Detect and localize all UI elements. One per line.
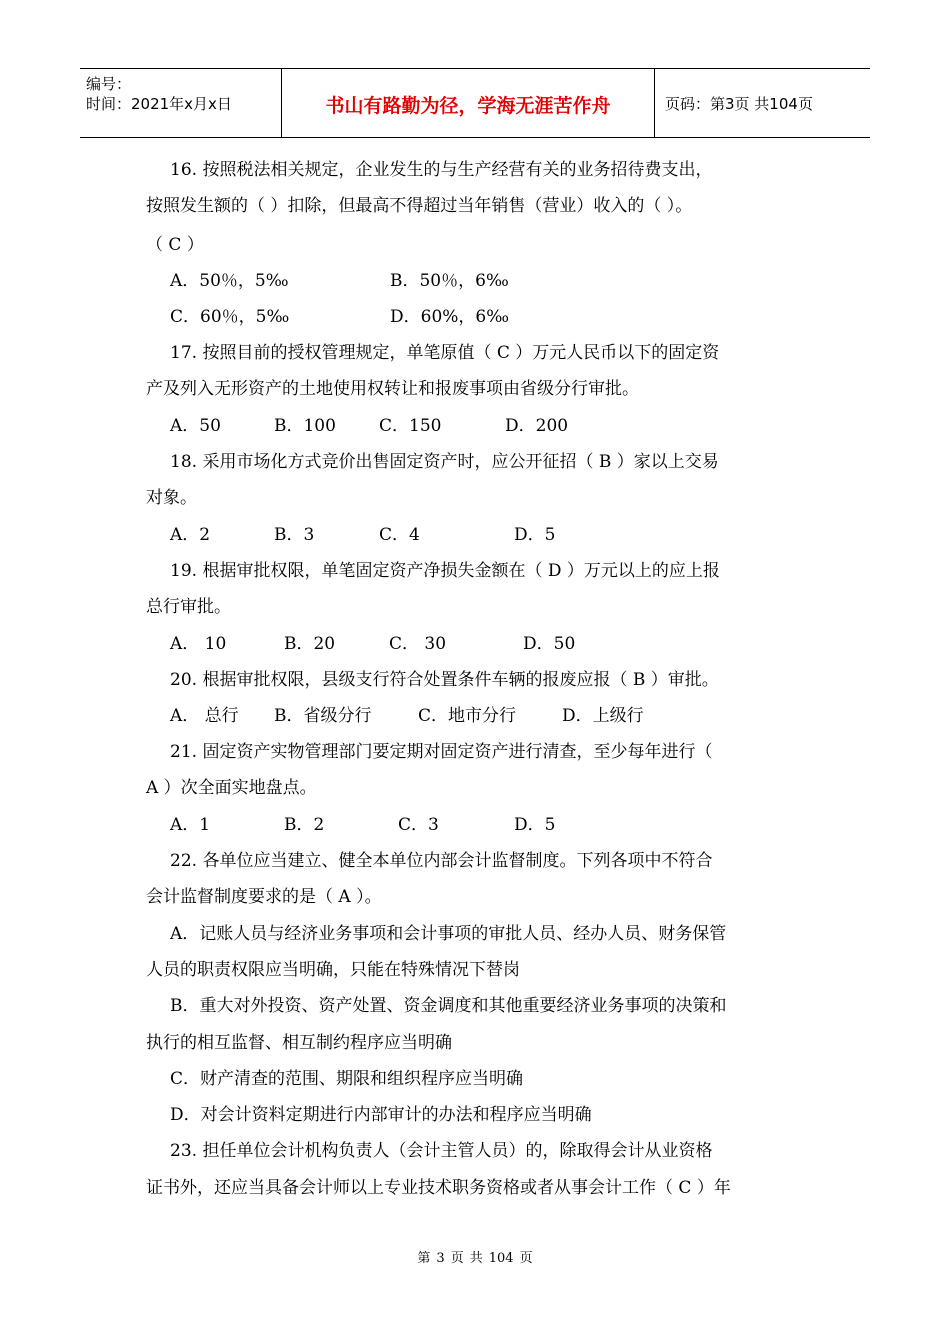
question-19-option-b: B．20 xyxy=(284,634,336,654)
question-21-line-2: A ）次全面实地盘点。 xyxy=(146,778,317,798)
question-21-option-c: C．3 xyxy=(398,815,439,835)
question-20-option-c: C．地市分行 xyxy=(418,706,517,726)
question-16-option-b: B．50％，6‰ xyxy=(390,271,509,291)
question-22-option-d: D．对会计资料定期进行内部审计的办法和程序应当明确 xyxy=(170,1105,592,1125)
question-18-option-b: B．3 xyxy=(274,525,315,545)
footer-total-pages: 104 xyxy=(488,1251,514,1266)
document-number-label: 编号： xyxy=(86,75,132,93)
question-20-line-1: 20. 根据审批权限，县级支行符合处置条件车辆的报废应报（ B ）审批。 xyxy=(170,670,719,690)
question-22-option-b-line-1: B．重大对外投资、资产处置、资金调度和其他重要经济业务事项的决策和 xyxy=(170,996,727,1016)
footer-page-number: 3 xyxy=(436,1251,445,1266)
question-19-option-c: C． 30 xyxy=(389,634,447,654)
question-20-option-d: D．上级行 xyxy=(562,706,644,726)
question-16-option-a: A．50％，5‰ xyxy=(170,271,289,291)
question-18-option-d: D．5 xyxy=(514,525,556,545)
question-22-option-b-line-2: 执行的相互监督、相互制约程序应当明确 xyxy=(146,1033,452,1053)
question-22-option-a-line-1: A．记账人员与经济业务事项和会计事项的审批人员、经办人员、财务保管 xyxy=(170,924,727,944)
question-16-line-1: 16. 按照税法相关规定，企业发生的与生产经营有关的业务招待费支出， xyxy=(170,160,713,180)
question-16-line-2: 按照发生额的（ ）扣除，但最高不得超过当年销售（营业）收入的（ ）。 xyxy=(146,196,693,216)
header-middle-cell xyxy=(281,69,655,137)
question-21-option-b: B．2 xyxy=(284,815,325,835)
page-header xyxy=(80,68,870,138)
question-23-line-2: 证书外，还应当具备会计师以上专业技术职务资格或者从事会计工作（ C ）年 xyxy=(146,1178,731,1198)
footer-label-ye: 页 xyxy=(450,1251,464,1266)
question-19-option-a: A． 10 xyxy=(170,634,227,654)
question-17-line-2: 产及列入无形资产的土地使用权转让和报废事项由省级分行审批。 xyxy=(146,379,639,399)
question-22-option-c: C．财产清查的范围、期限和组织程序应当明确 xyxy=(170,1069,524,1089)
question-17-option-a: A．50 xyxy=(170,416,221,436)
question-18-option-a: A．2 xyxy=(170,525,211,545)
question-18-option-c: C．4 xyxy=(379,525,420,545)
question-19-line-2: 总行审批。 xyxy=(146,597,231,617)
question-16-option-d: D．60%，6‰ xyxy=(390,307,510,327)
header-motto: 书山有路勤为径，学海无涯苦作舟 xyxy=(325,95,611,117)
header-left-cell xyxy=(80,69,280,137)
question-17-option-d: D．200 xyxy=(505,416,569,436)
question-22-option-a-line-2: 人员的职责权限应当明确，只能在特殊情况下替岗 xyxy=(146,960,520,980)
question-19-option-d: D．50 xyxy=(523,634,576,654)
question-16-option-c: C．60％，5‰ xyxy=(170,307,290,327)
footer-label-di: 第 xyxy=(417,1251,431,1266)
question-16-answer: （ C ） xyxy=(146,235,204,255)
page-footer xyxy=(0,1247,950,1266)
question-17-option-b: B．100 xyxy=(274,416,336,436)
question-18-line-2: 对象。 xyxy=(146,488,197,508)
question-20-option-a: A． 总行 xyxy=(170,706,239,726)
question-21-line-1: 21. 固定资产实物管理部门要定期对固定资产进行清查，至少每年进行（ xyxy=(170,742,713,762)
question-20-option-b: B．省级分行 xyxy=(274,706,372,726)
question-22-line-1: 22. 各单位应当建立、健全本单位内部会计监督制度。下列各项中不符合 xyxy=(170,851,713,871)
footer-label-gong: 共 xyxy=(469,1251,483,1266)
question-21-option-d: D．5 xyxy=(514,815,556,835)
question-18-line-1: 18. 采用市场化方式竞价出售固定资产时，应公开征招（ B ）家以上交易 xyxy=(170,452,719,472)
header-page-info: 页码：第3页 共104页 xyxy=(665,95,813,113)
footer-label-ye-2: 页 xyxy=(519,1251,533,1266)
question-23-line-1: 23. 担任单位会计机构负责人（会计主管人员）的，除取得会计从业资格 xyxy=(170,1141,713,1161)
question-21-option-a: A．1 xyxy=(170,815,211,835)
question-19-line-1: 19. 根据审批权限，单笔固定资产净损失金额在（ D ）万元以上的应上报 xyxy=(170,561,720,581)
question-17-option-c: C．150 xyxy=(379,416,442,436)
document-date-label: 时间：2021年x月x日 xyxy=(86,95,232,113)
question-17-line-1: 17. 按照目前的授权管理规定，单笔原值（ C ）万元人民币以下的固定资 xyxy=(170,343,720,363)
header-right-cell xyxy=(663,69,870,137)
question-22-line-2: 会计监督制度要求的是（ A ）。 xyxy=(146,887,382,907)
